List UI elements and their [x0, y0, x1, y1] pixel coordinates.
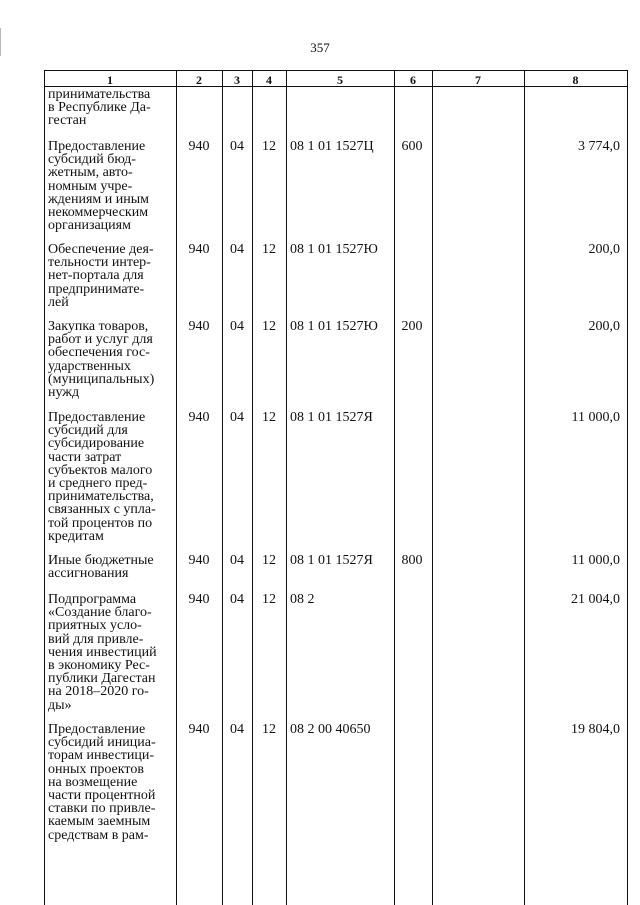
row-code-ministry: 940 — [188, 722, 210, 737]
column-header: 2 — [196, 73, 202, 87]
row-target-code: 08 1 01 1527Ю — [290, 319, 378, 334]
column-divider — [524, 70, 525, 905]
row-target-code: 08 1 01 1527Ц — [290, 139, 374, 154]
column-header: 6 — [410, 73, 416, 87]
table-top-border — [44, 70, 628, 71]
row-amount: 200,0 — [588, 242, 620, 257]
row-subsection: 12 — [262, 722, 276, 737]
row-amount: 200,0 — [588, 319, 620, 334]
row-subsection: 12 — [262, 139, 276, 154]
row-code-ministry: 940 — [188, 242, 210, 257]
column-divider — [222, 70, 223, 905]
column-divider — [252, 70, 253, 905]
row-expense-type: 800 — [401, 553, 423, 568]
column-header: 7 — [475, 73, 481, 87]
row-subsection: 12 — [262, 319, 276, 334]
row-name: Обеспечение дея- тельности интер- нет-портала для предпринимате- лей — [48, 242, 154, 310]
row-target-code: 08 1 01 1527Я — [290, 553, 373, 568]
row-amount: 19 804,0 — [571, 722, 620, 737]
row-amount: 3 774,0 — [578, 139, 620, 154]
row-code-ministry: 940 — [188, 592, 210, 607]
row-section: 04 — [230, 553, 244, 568]
column-divider — [394, 70, 395, 905]
column-divider — [432, 70, 433, 905]
column-divider — [627, 70, 628, 905]
row-amount: 11 000,0 — [571, 553, 620, 568]
row-target-code: 08 2 00 40650 — [290, 722, 371, 737]
page-number: 357 — [310, 40, 330, 55]
row-code-ministry: 940 — [188, 319, 210, 334]
row-name: Предоставление субсидий инициа- торам инвестици- онных проектов на возмещение части процентной ставки по привле- каемым заемным средствам в рам- — [48, 722, 156, 843]
row-name: Закупка товаров, работ и услуг для обеспечения гос- ударственных (муниципальных) нужд — [48, 319, 155, 401]
column-divider — [44, 70, 45, 905]
row-section: 04 — [230, 242, 244, 257]
row-section: 04 — [230, 319, 244, 334]
column-divider — [286, 70, 287, 905]
row-target-code: 08 1 01 1527Я — [290, 410, 373, 425]
row-name: Предоставление субсидий для субсидирование части затрат субъектов малого и среднего пред- принимательства, связанных с упла- той процентов по кредитам — [48, 410, 156, 544]
row-target-code: 08 2 — [290, 592, 315, 607]
row-section: 04 — [230, 592, 244, 607]
budget-table — [44, 70, 628, 905]
row-name: Иные бюджетные ассигнования — [48, 553, 154, 582]
column-header: 4 — [266, 73, 272, 87]
row-subsection: 12 — [262, 553, 276, 568]
column-header: 3 — [234, 73, 240, 87]
row-target-code: 08 1 01 1527Ю — [290, 242, 378, 257]
row-expense-type: 200 — [401, 319, 423, 334]
column-divider — [176, 70, 177, 905]
row-code-ministry: 940 — [188, 553, 210, 568]
row-code-ministry: 940 — [188, 410, 210, 425]
column-header: 5 — [337, 73, 343, 87]
row-code-ministry: 940 — [188, 139, 210, 154]
row-subsection: 12 — [262, 410, 276, 425]
row-section: 04 — [230, 722, 244, 737]
column-header: 8 — [572, 73, 579, 87]
column-header: 1 — [107, 73, 113, 87]
row-subsection: 12 — [262, 592, 276, 607]
row-amount: 21 004,0 — [571, 592, 620, 607]
row-amount: 11 000,0 — [571, 410, 620, 425]
row-expense-type: 600 — [401, 139, 423, 154]
row-name: принимательства в Республике Да- гестан — [48, 87, 151, 129]
row-section: 04 — [230, 410, 244, 425]
row-subsection: 12 — [262, 242, 276, 257]
row-name: Подпрограмма «Создание благо- приятных усло- вий для привле- чения инвестиций в экономику Рес- публики Дагестан на 2018–2020 го- ды» — [48, 592, 157, 713]
row-section: 04 — [230, 139, 244, 154]
row-name: Предоставление субсидий бюд- жетным, авто- номным учре- ждениям и иным некоммерческим организациям — [48, 139, 150, 234]
